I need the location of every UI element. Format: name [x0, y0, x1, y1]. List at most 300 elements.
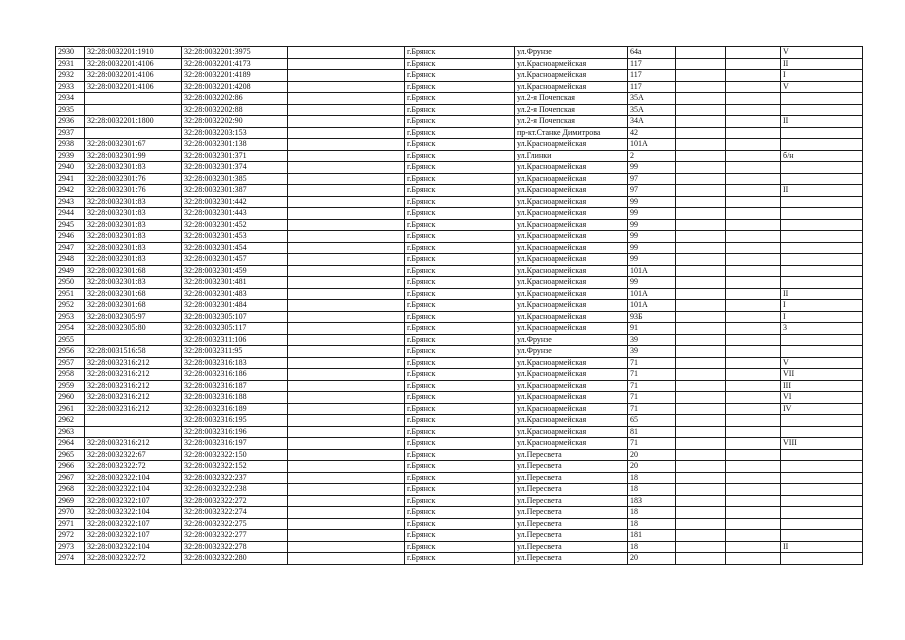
- row-number-cell: 2932: [56, 70, 85, 82]
- table-row: [56, 334, 863, 346]
- parent-cadastral-number-cell: 32:28:0032322:72: [85, 553, 182, 565]
- parent-cadastral-number-cell: 32:28:0032322:104: [85, 507, 182, 519]
- row-number-cell: 2945: [56, 219, 85, 231]
- house-number-cell: 93Б: [628, 311, 676, 323]
- empty-cell-c: [726, 185, 781, 197]
- empty-cell-a: [288, 530, 405, 542]
- parent-cadastral-number-cell: [85, 104, 182, 116]
- table-row: [56, 472, 863, 484]
- empty-cell-a: [288, 265, 405, 277]
- city-cell: г.Брянск: [405, 311, 515, 323]
- city-cell: г.Брянск: [405, 116, 515, 128]
- cadastral-number-cell: 32:28:0032202:88: [182, 104, 288, 116]
- premises-number-cell: IV: [781, 403, 863, 415]
- empty-cell-a: [288, 219, 405, 231]
- parent-cadastral-number-cell: 32:28:0032316:212: [85, 369, 182, 381]
- premises-number-cell: [781, 507, 863, 519]
- premises-number-cell: [781, 231, 863, 243]
- cadastral-number-cell: 32:28:0032202:86: [182, 93, 288, 105]
- street-cell: ул.Красноармейская: [515, 265, 628, 277]
- table-row: [56, 116, 863, 128]
- table-row: [56, 438, 863, 450]
- parent-cadastral-number-cell: 32:28:0032201:4106: [85, 58, 182, 70]
- street-cell: ул.Пересвета: [515, 541, 628, 553]
- parent-cadastral-number-cell: 32:28:0032301:83: [85, 231, 182, 243]
- table-row: [56, 346, 863, 358]
- city-cell: г.Брянск: [405, 484, 515, 496]
- empty-cell-a: [288, 127, 405, 139]
- street-cell: ул.Красноармейская: [515, 403, 628, 415]
- premises-number-cell: [781, 334, 863, 346]
- parent-cadastral-number-cell: 32:28:0032322:104: [85, 541, 182, 553]
- city-cell: г.Брянск: [405, 426, 515, 438]
- city-cell: г.Брянск: [405, 346, 515, 358]
- cadastral-number-cell: 32:28:0032201:3975: [182, 47, 288, 59]
- empty-cell-a: [288, 357, 405, 369]
- empty-cell-c: [726, 127, 781, 139]
- table-row: [56, 541, 863, 553]
- house-number-cell: 71: [628, 369, 676, 381]
- table-row: [56, 311, 863, 323]
- empty-cell-c: [726, 553, 781, 565]
- empty-cell-b: [676, 530, 726, 542]
- premises-number-cell: [781, 219, 863, 231]
- row-number-cell: 2969: [56, 495, 85, 507]
- premises-number-cell: II: [781, 116, 863, 128]
- table-row: [56, 231, 863, 243]
- premises-number-cell: I: [781, 300, 863, 312]
- city-cell: г.Брянск: [405, 518, 515, 530]
- city-cell: г.Брянск: [405, 507, 515, 519]
- empty-cell-a: [288, 47, 405, 59]
- street-cell: ул.Фрунзе: [515, 346, 628, 358]
- row-number-cell: 2949: [56, 265, 85, 277]
- empty-cell-c: [726, 461, 781, 473]
- premises-number-cell: [781, 162, 863, 174]
- premises-number-cell: [781, 484, 863, 496]
- empty-cell-b: [676, 449, 726, 461]
- cadastral-number-cell: 32:28:0032301:374: [182, 162, 288, 174]
- cadastral-number-cell: 32:28:0032201:4189: [182, 70, 288, 82]
- empty-cell-c: [726, 265, 781, 277]
- cadastral-number-cell: 32:28:0032301:442: [182, 196, 288, 208]
- table-row: [56, 288, 863, 300]
- premises-number-cell: II: [781, 58, 863, 70]
- city-cell: г.Брянск: [405, 139, 515, 151]
- table-row: [56, 162, 863, 174]
- row-number-cell: 2974: [56, 553, 85, 565]
- street-cell: ул.Красноармейская: [515, 357, 628, 369]
- empty-cell-c: [726, 541, 781, 553]
- empty-cell-c: [726, 530, 781, 542]
- parent-cadastral-number-cell: 32:28:0032316:212: [85, 392, 182, 404]
- empty-cell-c: [726, 311, 781, 323]
- cadastral-number-cell: 32:28:0032202:90: [182, 116, 288, 128]
- row-number-cell: 2954: [56, 323, 85, 335]
- premises-number-cell: [781, 127, 863, 139]
- table-row: [56, 185, 863, 197]
- empty-cell-b: [676, 380, 726, 392]
- cadastral-number-cell: 32:28:0032301:457: [182, 254, 288, 266]
- street-cell: ул.Красноармейская: [515, 185, 628, 197]
- city-cell: г.Брянск: [405, 185, 515, 197]
- premises-number-cell: [781, 346, 863, 358]
- empty-cell-c: [726, 403, 781, 415]
- street-cell: ул.Красноармейская: [515, 392, 628, 404]
- house-number-cell: 117: [628, 58, 676, 70]
- parent-cadastral-number-cell: 32:28:0032322:107: [85, 495, 182, 507]
- table-row: [56, 484, 863, 496]
- row-number-cell: 2967: [56, 472, 85, 484]
- empty-cell-a: [288, 104, 405, 116]
- premises-number-cell: I: [781, 70, 863, 82]
- row-number-cell: 2959: [56, 380, 85, 392]
- house-number-cell: 99: [628, 242, 676, 254]
- house-number-cell: 91: [628, 323, 676, 335]
- empty-cell-c: [726, 162, 781, 174]
- city-cell: г.Брянск: [405, 277, 515, 289]
- empty-cell-a: [288, 81, 405, 93]
- empty-cell-c: [726, 116, 781, 128]
- empty-cell-a: [288, 58, 405, 70]
- empty-cell-b: [676, 415, 726, 427]
- empty-cell-a: [288, 150, 405, 162]
- empty-cell-c: [726, 495, 781, 507]
- empty-cell-a: [288, 93, 405, 105]
- empty-cell-b: [676, 495, 726, 507]
- premises-number-cell: [781, 277, 863, 289]
- street-cell: ул.Красноармейская: [515, 81, 628, 93]
- empty-cell-a: [288, 541, 405, 553]
- parent-cadastral-number-cell: 32:28:0032201:1800: [85, 116, 182, 128]
- city-cell: г.Брянск: [405, 93, 515, 105]
- empty-cell-a: [288, 173, 405, 185]
- city-cell: г.Брянск: [405, 553, 515, 565]
- street-cell: ул.Пересвета: [515, 507, 628, 519]
- cadastral-number-cell: 32:28:0032311:106: [182, 334, 288, 346]
- parent-cadastral-number-cell: 32:28:0032322:104: [85, 484, 182, 496]
- cadastral-number-cell: 32:28:0032316:187: [182, 380, 288, 392]
- cadastral-number-cell: 32:28:0032322:278: [182, 541, 288, 553]
- table-row: [56, 380, 863, 392]
- table-row: [56, 461, 863, 473]
- parent-cadastral-number-cell: [85, 93, 182, 105]
- row-number-cell: 2958: [56, 369, 85, 381]
- row-number-cell: 2966: [56, 461, 85, 473]
- parent-cadastral-number-cell: 32:28:0032301:99: [85, 150, 182, 162]
- parent-cadastral-number-cell: 32:28:0032322:72: [85, 461, 182, 473]
- row-number-cell: 2947: [56, 242, 85, 254]
- parent-cadastral-number-cell: 32:28:0032301:76: [85, 185, 182, 197]
- empty-cell-b: [676, 346, 726, 358]
- house-number-cell: 181: [628, 530, 676, 542]
- empty-cell-a: [288, 70, 405, 82]
- house-number-cell: 81: [628, 426, 676, 438]
- empty-cell-c: [726, 254, 781, 266]
- empty-cell-c: [726, 392, 781, 404]
- table-row: [56, 300, 863, 312]
- cadastral-number-cell: 32:28:0032305:117: [182, 323, 288, 335]
- house-number-cell: 99: [628, 208, 676, 220]
- house-number-cell: 97: [628, 173, 676, 185]
- table-row: [56, 127, 863, 139]
- city-cell: г.Брянск: [405, 254, 515, 266]
- empty-cell-a: [288, 208, 405, 220]
- empty-cell-b: [676, 47, 726, 59]
- empty-cell-c: [726, 288, 781, 300]
- empty-cell-b: [676, 334, 726, 346]
- empty-cell-c: [726, 242, 781, 254]
- table-row: [56, 323, 863, 335]
- city-cell: г.Брянск: [405, 403, 515, 415]
- table-row: [56, 242, 863, 254]
- empty-cell-b: [676, 461, 726, 473]
- city-cell: г.Брянск: [405, 530, 515, 542]
- empty-cell-b: [676, 288, 726, 300]
- house-number-cell: 18: [628, 518, 676, 530]
- empty-cell-b: [676, 541, 726, 553]
- cadastral-number-cell: 32:28:0032322:152: [182, 461, 288, 473]
- street-cell: ул.Пересвета: [515, 461, 628, 473]
- house-number-cell: 71: [628, 403, 676, 415]
- parent-cadastral-number-cell: 32:28:0032301:68: [85, 288, 182, 300]
- empty-cell-a: [288, 449, 405, 461]
- table-row: [56, 277, 863, 289]
- city-cell: г.Брянск: [405, 380, 515, 392]
- cadastral-number-cell: 32:28:0032322:272: [182, 495, 288, 507]
- empty-cell-c: [726, 426, 781, 438]
- cadastral-number-cell: 32:28:0032322:150: [182, 449, 288, 461]
- street-cell: ул.Пересвета: [515, 518, 628, 530]
- cadastral-number-cell: 32:28:0032301:459: [182, 265, 288, 277]
- table-row: [56, 530, 863, 542]
- row-number-cell: 2951: [56, 288, 85, 300]
- table-body: [56, 47, 863, 565]
- house-number-cell: 101А: [628, 300, 676, 312]
- empty-cell-c: [726, 139, 781, 151]
- street-cell: ул.Пересвета: [515, 484, 628, 496]
- house-number-cell: 18: [628, 507, 676, 519]
- house-number-cell: 34А: [628, 116, 676, 128]
- empty-cell-c: [726, 93, 781, 105]
- street-cell: ул.Красноармейская: [515, 277, 628, 289]
- empty-cell-c: [726, 47, 781, 59]
- empty-cell-c: [726, 231, 781, 243]
- premises-number-cell: [781, 254, 863, 266]
- row-number-cell: 2963: [56, 426, 85, 438]
- property-register-table: [55, 46, 863, 565]
- parent-cadastral-number-cell: 32:28:0032322:104: [85, 472, 182, 484]
- empty-cell-b: [676, 58, 726, 70]
- cadastral-number-cell: 32:28:0032301:484: [182, 300, 288, 312]
- table-row: [56, 150, 863, 162]
- empty-cell-b: [676, 139, 726, 151]
- street-cell: ул.Красноармейская: [515, 139, 628, 151]
- empty-cell-c: [726, 518, 781, 530]
- city-cell: г.Брянск: [405, 461, 515, 473]
- empty-cell-a: [288, 162, 405, 174]
- empty-cell-b: [676, 162, 726, 174]
- row-number-cell: 2933: [56, 81, 85, 93]
- premises-number-cell: [781, 265, 863, 277]
- house-number-cell: 18: [628, 472, 676, 484]
- street-cell: ул.Красноармейская: [515, 173, 628, 185]
- street-cell: ул.Красноармейская: [515, 242, 628, 254]
- parent-cadastral-number-cell: [85, 415, 182, 427]
- empty-cell-a: [288, 472, 405, 484]
- cadastral-number-cell: 32:28:0032322:277: [182, 530, 288, 542]
- empty-cell-c: [726, 484, 781, 496]
- city-cell: г.Брянск: [405, 334, 515, 346]
- street-cell: ул.Красноармейская: [515, 426, 628, 438]
- parent-cadastral-number-cell: 32:28:0032305:97: [85, 311, 182, 323]
- city-cell: г.Брянск: [405, 541, 515, 553]
- premises-number-cell: 3: [781, 323, 863, 335]
- cadastral-number-cell: 32:28:0032201:4208: [182, 81, 288, 93]
- parent-cadastral-number-cell: 32:28:0032316:212: [85, 438, 182, 450]
- cadastral-number-cell: 32:28:0032316:195: [182, 415, 288, 427]
- parent-cadastral-number-cell: 32:28:0032301:68: [85, 265, 182, 277]
- premises-number-cell: [781, 104, 863, 116]
- cadastral-number-cell: 32:28:0032316:197: [182, 438, 288, 450]
- city-cell: г.Брянск: [405, 392, 515, 404]
- empty-cell-c: [726, 369, 781, 381]
- cadastral-number-cell: 32:28:0032203:153: [182, 127, 288, 139]
- empty-cell-b: [676, 472, 726, 484]
- premises-number-cell: [781, 461, 863, 473]
- city-cell: г.Брянск: [405, 173, 515, 185]
- empty-cell-b: [676, 392, 726, 404]
- empty-cell-a: [288, 438, 405, 450]
- empty-cell-b: [676, 323, 726, 335]
- house-number-cell: 71: [628, 392, 676, 404]
- empty-cell-a: [288, 484, 405, 496]
- premises-number-cell: [781, 139, 863, 151]
- empty-cell-c: [726, 507, 781, 519]
- house-number-cell: 20: [628, 553, 676, 565]
- street-cell: ул.Пересвета: [515, 472, 628, 484]
- cadastral-number-cell: 32:28:0032301:453: [182, 231, 288, 243]
- row-number-cell: 2931: [56, 58, 85, 70]
- row-number-cell: 2965: [56, 449, 85, 461]
- cadastral-number-cell: 32:28:0032201:4173: [182, 58, 288, 70]
- empty-cell-c: [726, 104, 781, 116]
- house-number-cell: 35А: [628, 93, 676, 105]
- city-cell: г.Брянск: [405, 219, 515, 231]
- parent-cadastral-number-cell: 32:28:0032301:83: [85, 219, 182, 231]
- premises-number-cell: б/н: [781, 150, 863, 162]
- table-row: [56, 208, 863, 220]
- street-cell: ул.Фрунзе: [515, 334, 628, 346]
- street-cell: ул.Красноармейская: [515, 254, 628, 266]
- empty-cell-c: [726, 173, 781, 185]
- street-cell: ул.Красноармейская: [515, 415, 628, 427]
- table-row: [56, 265, 863, 277]
- empty-cell-c: [726, 415, 781, 427]
- empty-cell-a: [288, 288, 405, 300]
- empty-cell-c: [726, 70, 781, 82]
- empty-cell-c: [726, 196, 781, 208]
- table-row: [56, 93, 863, 105]
- parent-cadastral-number-cell: 32:28:0032201:4106: [85, 70, 182, 82]
- row-number-cell: 2930: [56, 47, 85, 59]
- house-number-cell: 71: [628, 357, 676, 369]
- house-number-cell: 117: [628, 70, 676, 82]
- empty-cell-c: [726, 300, 781, 312]
- street-cell: ул.Красноармейская: [515, 438, 628, 450]
- empty-cell-a: [288, 392, 405, 404]
- cadastral-number-cell: 32:28:0032311:95: [182, 346, 288, 358]
- empty-cell-b: [676, 484, 726, 496]
- premises-number-cell: V: [781, 47, 863, 59]
- street-cell: ул.Глинки: [515, 150, 628, 162]
- row-number-cell: 2938: [56, 139, 85, 151]
- premises-number-cell: [781, 208, 863, 220]
- premises-number-cell: [781, 553, 863, 565]
- empty-cell-a: [288, 185, 405, 197]
- parent-cadastral-number-cell: 32:28:0032301:83: [85, 162, 182, 174]
- house-number-cell: 65: [628, 415, 676, 427]
- house-number-cell: 64а: [628, 47, 676, 59]
- table-row: [56, 415, 863, 427]
- street-cell: ул.Красноармейская: [515, 288, 628, 300]
- parent-cadastral-number-cell: 32:28:0032301:76: [85, 173, 182, 185]
- empty-cell-c: [726, 150, 781, 162]
- table-row: [56, 507, 863, 519]
- premises-number-cell: [781, 173, 863, 185]
- parent-cadastral-number-cell: 32:28:0032301:68: [85, 300, 182, 312]
- table-row: [56, 47, 863, 59]
- row-number-cell: 2934: [56, 93, 85, 105]
- document-page: [55, 46, 863, 565]
- house-number-cell: 20: [628, 461, 676, 473]
- premises-number-cell: [781, 472, 863, 484]
- parent-cadastral-number-cell: [85, 426, 182, 438]
- house-number-cell: 99: [628, 219, 676, 231]
- cadastral-number-cell: 32:28:0032301:481: [182, 277, 288, 289]
- row-number-cell: 2964: [56, 438, 85, 450]
- parent-cadastral-number-cell: 32:28:0032201:4106: [85, 81, 182, 93]
- city-cell: г.Брянск: [405, 81, 515, 93]
- empty-cell-a: [288, 139, 405, 151]
- empty-cell-b: [676, 553, 726, 565]
- city-cell: г.Брянск: [405, 495, 515, 507]
- empty-cell-b: [676, 231, 726, 243]
- empty-cell-b: [676, 104, 726, 116]
- table-row: [56, 254, 863, 266]
- street-cell: ул.Красноармейская: [515, 58, 628, 70]
- table-row: [56, 518, 863, 530]
- row-number-cell: 2961: [56, 403, 85, 415]
- table-row: [56, 553, 863, 565]
- house-number-cell: 99: [628, 162, 676, 174]
- street-cell: ул.2-я Почепская: [515, 116, 628, 128]
- row-number-cell: 2955: [56, 334, 85, 346]
- empty-cell-c: [726, 380, 781, 392]
- empty-cell-b: [676, 438, 726, 450]
- parent-cadastral-number-cell: [85, 334, 182, 346]
- street-cell: ул.Красноармейская: [515, 208, 628, 220]
- empty-cell-c: [726, 472, 781, 484]
- empty-cell-b: [676, 116, 726, 128]
- house-number-cell: 18З: [628, 495, 676, 507]
- house-number-cell: 35А: [628, 104, 676, 116]
- empty-cell-a: [288, 323, 405, 335]
- premises-number-cell: [781, 93, 863, 105]
- city-cell: г.Брянск: [405, 242, 515, 254]
- empty-cell-b: [676, 277, 726, 289]
- parent-cadastral-number-cell: 32:28:0032301:83: [85, 196, 182, 208]
